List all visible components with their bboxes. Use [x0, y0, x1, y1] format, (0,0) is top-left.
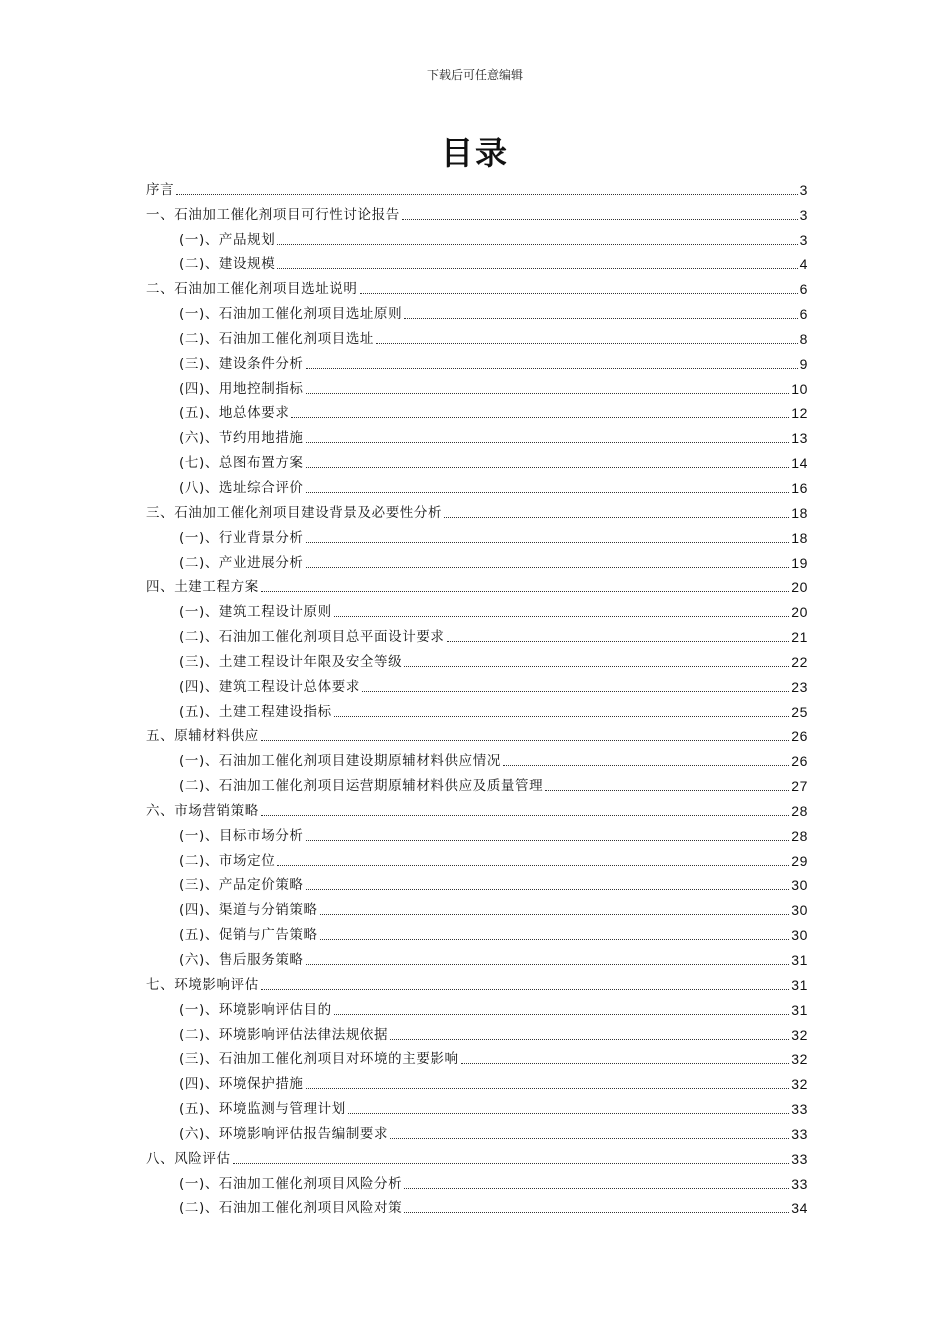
toc-dot-leader: [390, 1039, 789, 1040]
toc-entry-label: (五)、土建工程建设指标: [179, 703, 332, 720]
toc-entry-page-number: 9: [799, 355, 808, 372]
toc-dot-leader: [306, 964, 790, 965]
toc-entry-page-number: 32: [791, 1051, 808, 1068]
toc-dot-leader: [306, 889, 790, 890]
toc-dot-leader: [306, 542, 790, 543]
toc-entry-page-number: 33: [791, 1150, 808, 1167]
toc-entry-page-number: 26: [791, 728, 808, 745]
toc-entry-page-number: 27: [791, 778, 808, 795]
toc-entry[interactable]: [146, 324, 808, 349]
toc-entry-label: (一)、目标市场分析: [179, 827, 304, 844]
toc-dot-leader: [348, 1113, 789, 1114]
toc-entry-page-number: 3: [799, 206, 808, 223]
toc-entry-label: (三)、土建工程设计年限及安全等级: [179, 653, 403, 670]
toc-entry[interactable]: [146, 573, 808, 598]
page-header: 下载后可任意编辑: [426, 68, 523, 82]
toc-entry[interactable]: [146, 548, 808, 573]
toc-entry-label: (二)、市场定位: [179, 852, 276, 869]
toc-entry-label: (三)、产品定价策略: [179, 877, 304, 894]
toc-dot-leader: [233, 1163, 790, 1164]
toc-entry-page-number: 31: [791, 952, 808, 968]
toc-entry[interactable]: [146, 374, 808, 399]
toc-dot-leader: [306, 840, 790, 841]
toc-entry-label: (二)、石油加工催化剂项目总平面设计要求: [179, 629, 445, 646]
toc-entry-label: 七、环境影响评估: [146, 976, 259, 993]
toc-entry-page-number: 6: [799, 281, 808, 298]
toc-entry[interactable]: [146, 225, 808, 250]
toc-entry-label: (三)、石油加工催化剂项目对环境的主要影响: [179, 1051, 459, 1068]
toc-dot-leader: [306, 393, 790, 394]
toc-entry-page-number: 3: [799, 231, 808, 248]
toc-entry-label: (一)、环境影响评估目的: [179, 1001, 332, 1018]
toc-entry-page-number: 33: [791, 1125, 808, 1142]
toc-entry-label: (四)、渠道与分销策略: [179, 902, 318, 919]
toc-entry-page-number: 3: [799, 181, 808, 198]
toc-entry-label: (一)、产品规划: [179, 231, 276, 248]
toc-dot-leader: [306, 442, 790, 443]
toc-entry[interactable]: [146, 473, 808, 498]
toc-entry-page-number: 21: [791, 629, 808, 646]
toc-dot-leader: [334, 1014, 789, 1015]
toc-entry[interactable]: [146, 498, 808, 523]
toc-entry-page-number: 10: [791, 380, 808, 397]
toc-entry-label: (二)、产业进展分析: [179, 554, 304, 571]
toc-entry-label: (一)、行业背景分析: [179, 529, 304, 546]
toc-entry-page-number: 34: [791, 1200, 808, 1217]
toc-entry-label: (八)、选址综合评价: [179, 479, 304, 496]
toc-entry[interactable]: [146, 1020, 808, 1045]
toc-entry[interactable]: [146, 746, 808, 771]
toc-entry-label: 五、原辅材料供应: [146, 728, 259, 745]
toc-entry-page-number: 28: [791, 802, 808, 819]
toc-dot-leader: [376, 343, 798, 344]
toc-dot-leader: [390, 1138, 789, 1139]
toc-entry[interactable]: [146, 1144, 808, 1169]
toc-entry-page-number: 16: [791, 479, 808, 496]
toc-entry-label: 三、石油加工催化剂项目建设背景及必要性分析: [146, 504, 443, 521]
toc-entry-page-number: 28: [791, 827, 808, 844]
toc-dot-leader: [320, 914, 790, 915]
toc-entry-page-number: 25: [791, 703, 808, 720]
toc-entry-page-number: 19: [791, 554, 808, 571]
toc-dot-leader: [362, 691, 789, 692]
toc-dot-leader: [306, 567, 790, 568]
toc-entry-page-number: 14: [791, 455, 808, 472]
toc-entry-label: (五)、地总体要求: [179, 405, 290, 422]
toc-dot-leader: [306, 492, 790, 493]
toc-entry-page-number: 4: [799, 256, 808, 273]
toc-entry[interactable]: [146, 871, 808, 896]
toc-entry-page-number: 26: [791, 753, 808, 770]
toc-entry[interactable]: [146, 200, 808, 225]
toc-entry-page-number: 33: [791, 1175, 808, 1192]
toc-entry-page-number: 6: [799, 306, 808, 323]
toc-entry-label: (七)、总图布置方案: [179, 455, 304, 472]
toc-entry[interactable]: [146, 821, 808, 846]
toc-entry-page-number: 32: [791, 1076, 808, 1093]
toc-entry-label: 八、风险评估: [146, 1150, 231, 1167]
toc-dot-leader: [306, 467, 790, 468]
toc-entry-page-number: 30: [791, 877, 808, 894]
toc-dot-leader: [503, 765, 789, 766]
toc-entry-label: 六、市场营销策略: [146, 802, 259, 819]
toc-dot-leader: [261, 989, 789, 990]
toc-entry-label: (二)、石油加工催化剂项目风险对策: [179, 1200, 403, 1217]
toc-dot-leader: [320, 939, 790, 940]
toc-dot-leader: [404, 1188, 789, 1189]
toc-entry[interactable]: [146, 250, 808, 275]
toc-entry[interactable]: [146, 1045, 808, 1070]
toc-entry[interactable]: [146, 597, 808, 622]
toc-entry-page-number: 23: [791, 678, 808, 695]
toc-entry-label: (五)、促销与广告策略: [179, 927, 318, 944]
toc-entry-label: 四、土建工程方案: [146, 579, 259, 596]
toc-entry-label: (四)、用地控制指标: [179, 380, 304, 397]
toc-entry[interactable]: [146, 771, 808, 796]
toc-dot-leader: [545, 790, 789, 791]
toc-dot-leader: [261, 815, 789, 816]
toc-entry-label: (一)、石油加工催化剂项目风险分析: [179, 1175, 403, 1192]
toc-dot-leader: [277, 268, 797, 269]
toc-dot-leader: [404, 318, 797, 319]
toc-dot-leader: [402, 219, 798, 220]
toc-entry[interactable]: [146, 622, 808, 647]
toc-dot-leader: [277, 865, 789, 866]
toc-dot-leader: [306, 1088, 790, 1089]
toc-dot-leader: [176, 194, 797, 195]
toc-entry[interactable]: [146, 175, 808, 200]
toc-entry-page-number: 33: [791, 1101, 808, 1118]
toc-entry-label: (一)、石油加工催化剂项目建设期原辅材料供应情况: [179, 753, 501, 770]
toc-entry-label: (六)、节约用地措施: [179, 430, 304, 447]
toc-entry[interactable]: [146, 1194, 808, 1219]
toc-dot-leader: [334, 616, 789, 617]
toc-dot-leader: [461, 1063, 790, 1064]
toc-entry[interactable]: [146, 399, 808, 424]
toc-entry-label: (一)、建筑工程设计原则: [179, 604, 332, 621]
toc-entry-page-number: 18: [791, 529, 808, 546]
toc-entry-label: 一、石油加工催化剂项目可行性讨论报告: [146, 206, 400, 223]
toc-entry[interactable]: [146, 448, 808, 473]
toc-entry[interactable]: [146, 672, 808, 697]
toc-entry[interactable]: [146, 945, 808, 970]
toc-entry[interactable]: [146, 722, 808, 747]
toc-entry[interactable]: [146, 920, 808, 945]
page-title: 目录: [440, 134, 509, 172]
toc-dot-leader: [261, 591, 789, 592]
toc-entry-page-number: 31: [791, 976, 808, 993]
toc-entry[interactable]: [146, 1069, 808, 1094]
toc-entry-page-number: 29: [791, 852, 808, 869]
toc-entry-label: (二)、石油加工催化剂项目选址: [179, 330, 375, 347]
toc-entry[interactable]: [146, 523, 808, 548]
toc-entry[interactable]: [146, 349, 808, 374]
toc-entry-label: 序言: [146, 181, 175, 198]
toc-entry-label: (五)、环境监测与管理计划: [179, 1101, 346, 1118]
toc-entry-label: (六)、售后服务策略: [179, 952, 304, 968]
toc-dot-leader: [277, 244, 797, 245]
toc-dot-leader: [404, 1212, 789, 1213]
toc-entry-label: 二、石油加工催化剂项目选址说明: [146, 281, 358, 298]
toc-entry-page-number: 30: [791, 927, 808, 944]
toc-entry-page-number: 32: [791, 1026, 808, 1043]
toc-entry[interactable]: [146, 995, 808, 1020]
toc-dot-leader: [360, 293, 798, 294]
toc-entry-page-number: 13: [791, 430, 808, 447]
table-of-contents: [146, 175, 808, 1218]
toc-entry-page-number: 12: [791, 405, 808, 422]
toc-dot-leader: [261, 740, 789, 741]
toc-entry-label: (二)、石油加工催化剂项目运营期原辅材料供应及质量管理: [179, 778, 544, 795]
toc-entry[interactable]: [146, 274, 808, 299]
toc-entry[interactable]: [146, 846, 808, 871]
toc-entry-page-number: 31: [791, 1001, 808, 1018]
toc-entry[interactable]: [146, 970, 808, 995]
toc-dot-leader: [447, 641, 790, 642]
toc-entry-page-number: 18: [791, 504, 808, 521]
toc-entry-label: (二)、建设规模: [179, 256, 276, 273]
toc-entry[interactable]: [146, 423, 808, 448]
toc-entry-page-number: 20: [791, 604, 808, 621]
toc-dot-leader: [444, 517, 789, 518]
toc-entry[interactable]: [146, 895, 808, 920]
toc-entry-label: (四)、环境保护措施: [179, 1076, 304, 1093]
toc-entry-label: (四)、建筑工程设计总体要求: [179, 678, 360, 695]
toc-entry-label: (二)、环境影响评估法律法规依据: [179, 1026, 389, 1043]
toc-dot-leader: [334, 716, 789, 717]
toc-entry-page-number: 20: [791, 579, 808, 596]
toc-entry-page-number: 30: [791, 902, 808, 919]
toc-entry[interactable]: [146, 1169, 808, 1194]
toc-entry[interactable]: [146, 1094, 808, 1119]
toc-dot-leader: [306, 368, 798, 369]
toc-entry[interactable]: [146, 796, 808, 821]
toc-entry[interactable]: [146, 697, 808, 722]
toc-entry-label: (一)、石油加工催化剂项目选址原则: [179, 306, 403, 323]
toc-entry-page-number: 8: [799, 330, 808, 347]
toc-dot-leader: [291, 417, 789, 418]
toc-entry-page-number: 22: [791, 653, 808, 670]
toc-entry[interactable]: [146, 647, 808, 672]
toc-entry[interactable]: [146, 1119, 808, 1144]
toc-entry-label: (六)、环境影响评估报告编制要求: [179, 1125, 389, 1142]
toc-dot-leader: [404, 666, 789, 667]
toc-entry[interactable]: [146, 299, 808, 324]
toc-entry-label: (三)、建设条件分析: [179, 355, 304, 372]
